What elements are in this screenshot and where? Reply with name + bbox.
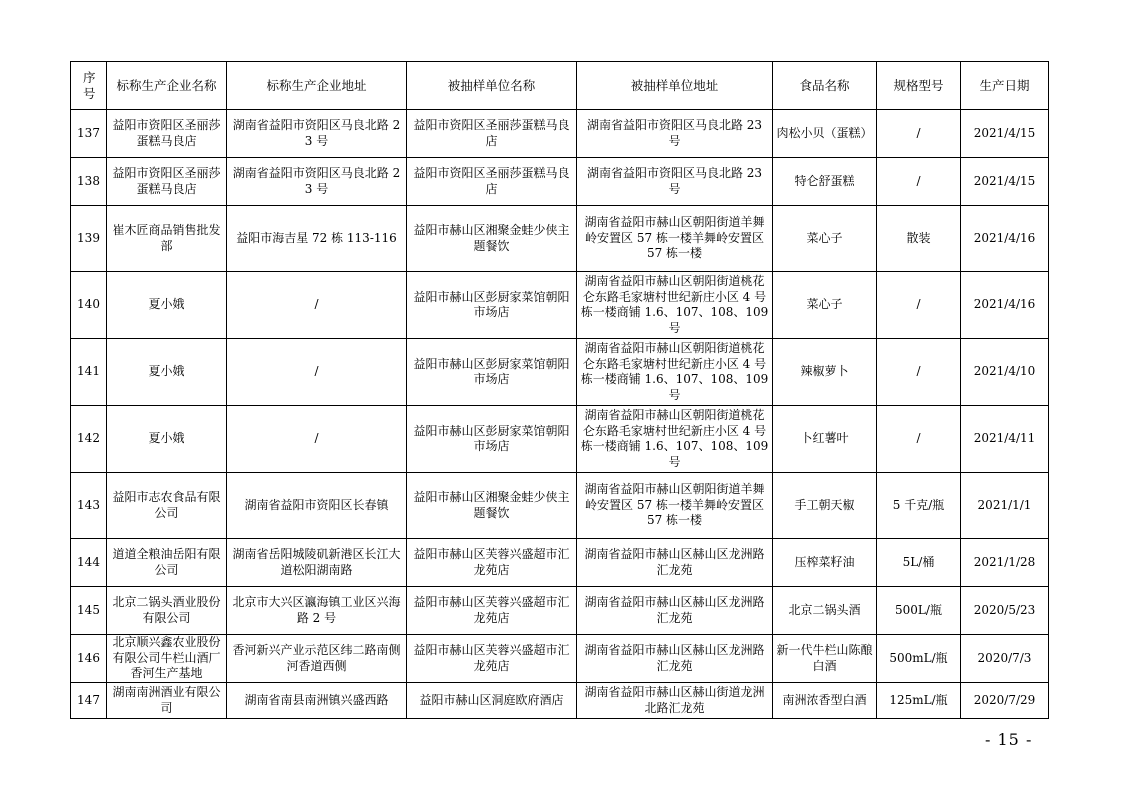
table-cell: 益阳市赫山区湘聚金蛙少侠主题餐饮 [407,206,577,272]
table-cell: 143 [71,473,107,539]
table-cell: 益阳市海吉星 72 栋 113-116 [227,206,407,272]
table-cell: 北京顺兴鑫农业股份有限公司牛栏山酒厂香河生产基地 [107,635,227,683]
table-cell: / [877,406,961,473]
table-cell: 湖南省益阳市赫山区朝阳街道桃花仑东路毛家塘村世纪新庄小区 4 号栋一楼商铺 1.6、107、108、109 号 [577,406,773,473]
table-cell: 菜心子 [773,206,877,272]
table-cell: 香河新兴产业示范区纬二路南侧河香道西侧 [227,635,407,683]
header-cell: 规格型号 [877,62,961,110]
table-cell: 肉松小贝（蛋糕） [773,110,877,158]
sampling-table [70,61,1049,719]
table-cell: 湖南省益阳市资阳区马良北路 23 号 [227,158,407,206]
table-row [71,206,1049,272]
header-cell: 被抽样单位名称 [407,62,577,110]
page-number: - 15 - [985,730,1033,749]
table-cell: 益阳市赫山区湘聚金蛙少侠主题餐饮 [407,473,577,539]
table-cell: 益阳市资阳区圣丽莎蛋糕马良店 [107,158,227,206]
table-cell: 菜心子 [773,272,877,339]
table-cell: 益阳市资阳区圣丽莎蛋糕马良店 [407,110,577,158]
table-cell: 道道全粮油岳阳有限公司 [107,539,227,587]
table-cell: / [227,272,407,339]
table-cell: 2021/4/16 [961,272,1049,339]
table-cell: 500mL/瓶 [877,635,961,683]
table-cell: 益阳市资阳区圣丽莎蛋糕马良店 [407,158,577,206]
table-cell: 2021/4/15 [961,158,1049,206]
table-cell: 湖南省益阳市资阳区马良北路 23 号 [577,158,773,206]
table-cell: 2021/1/1 [961,473,1049,539]
table-cell: 湖南南洲酒业有限公司 [107,683,227,719]
table-cell: 湖南省益阳市赫山区朝阳街道桃花仑东路毛家塘村世纪新庄小区 4 号栋一楼商铺 1.6、107、108、109 号 [577,339,773,406]
table-cell: 散装 [877,206,961,272]
table-cell: / [877,110,961,158]
table-cell: 湖南省岳阳城陵矶新港区长江大道松阳湖南路 [227,539,407,587]
table-cell: 北京市大兴区瀛海镇工业区兴海路 2 号 [227,587,407,635]
table-cell: 2021/4/11 [961,406,1049,473]
table-cell: 145 [71,587,107,635]
table-cell: 益阳市赫山区芙蓉兴盛超市汇龙苑店 [407,587,577,635]
table-cell: 139 [71,206,107,272]
table-cell: 夏小娥 [107,406,227,473]
table-cell: 湖南省益阳市赫山区朝阳街道羊舞岭安置区 57 栋一楼羊舞岭安置区 57 栋一楼 [577,206,773,272]
table-cell: 北京二锅头酒 [773,587,877,635]
table-row [71,158,1049,206]
table-cell: 湖南省益阳市资阳区马良北路 23 号 [227,110,407,158]
header-cell: 标称生产企业地址 [227,62,407,110]
table-cell: 益阳市赫山区洞庭欧府酒店 [407,683,577,719]
table-cell: 夏小娥 [107,339,227,406]
table-cell: 益阳市赫山区芙蓉兴盛超市汇龙苑店 [407,635,577,683]
table-cell: 南洲浓香型白酒 [773,683,877,719]
header-row [71,62,1049,110]
table-cell: 益阳市志农食品有限公司 [107,473,227,539]
table-cell: / [227,339,407,406]
table-cell: 辣椒萝卜 [773,339,877,406]
header-cell: 被抽样单位地址 [577,62,773,110]
table-cell: 146 [71,635,107,683]
table-cell: 湖南省益阳市赫山区赫山区龙洲路汇龙苑 [577,539,773,587]
table-row [71,539,1049,587]
table-cell: 5 千克/瓶 [877,473,961,539]
table-cell: 138 [71,158,107,206]
table-row [71,272,1049,339]
table-cell: 5L/桶 [877,539,961,587]
table-cell: 500L/瓶 [877,587,961,635]
table-cell: 北京二锅头酒业股份有限公司 [107,587,227,635]
header-cell: 序号 [71,62,107,110]
table-cell: 137 [71,110,107,158]
table-cell: 2020/5/23 [961,587,1049,635]
table-cell: / [227,406,407,473]
table-row [71,110,1049,158]
table-cell: 2021/4/15 [961,110,1049,158]
table-cell: 142 [71,406,107,473]
table-cell: 夏小娥 [107,272,227,339]
table-cell: 2020/7/3 [961,635,1049,683]
table-cell: 2021/4/16 [961,206,1049,272]
table-cell: 崔木匠商品销售批发部 [107,206,227,272]
table-cell: / [877,339,961,406]
table-cell: 新一代牛栏山陈酿白酒 [773,635,877,683]
header-cell: 食品名称 [773,62,877,110]
header-cell: 标称生产企业名称 [107,62,227,110]
table-cell: 湖南省南县南洲镇兴盛西路 [227,683,407,719]
table-cell: 湖南省益阳市资阳区马良北路 23 号 [577,110,773,158]
table-cell: 141 [71,339,107,406]
table-cell: / [877,272,961,339]
table-cell: 140 [71,272,107,339]
table-cell: 147 [71,683,107,719]
table-cell: 益阳市赫山区彭厨家菜馆朝阳市场店 [407,339,577,406]
table-cell: 湖南省益阳市赫山区赫山区龙洲路汇龙苑 [577,587,773,635]
table-row [71,339,1049,406]
header-cell: 生产日期 [961,62,1049,110]
table-cell: 湖南省益阳市赫山区朝阳街道羊舞岭安置区 57 栋一楼羊舞岭安置区 57 栋一楼 [577,473,773,539]
table-cell: 湖南省益阳市赫山区赫山街道龙洲北路汇龙苑 [577,683,773,719]
table-cell: 2021/4/10 [961,339,1049,406]
table-cell: 2021/1/28 [961,539,1049,587]
table-cell: 湖南省益阳市资阳区长春镇 [227,473,407,539]
table-cell: 特仑舒蛋糕 [773,158,877,206]
table-cell: 卜红薯叶 [773,406,877,473]
table-cell: 压榨菜籽油 [773,539,877,587]
table-cell: 手工朝天椒 [773,473,877,539]
table-row [71,406,1049,473]
table-row [71,635,1049,683]
table-row [71,587,1049,635]
table-cell: 益阳市赫山区彭厨家菜馆朝阳市场店 [407,406,577,473]
table-row [71,683,1049,719]
table-cell: 144 [71,539,107,587]
table-cell: 125mL/瓶 [877,683,961,719]
table-cell: 益阳市赫山区芙蓉兴盛超市汇龙苑店 [407,539,577,587]
table-cell: 2020/7/29 [961,683,1049,719]
table-cell: / [877,158,961,206]
table-cell: 湖南省益阳市赫山区赫山区龙洲路汇龙苑 [577,635,773,683]
table-row [71,473,1049,539]
table-cell: 益阳市资阳区圣丽莎蛋糕马良店 [107,110,227,158]
table-cell: 湖南省益阳市赫山区朝阳街道桃花仑东路毛家塘村世纪新庄小区 4 号栋一楼商铺 1.6、107、108、109 号 [577,272,773,339]
table-cell: 益阳市赫山区彭厨家菜馆朝阳市场店 [407,272,577,339]
